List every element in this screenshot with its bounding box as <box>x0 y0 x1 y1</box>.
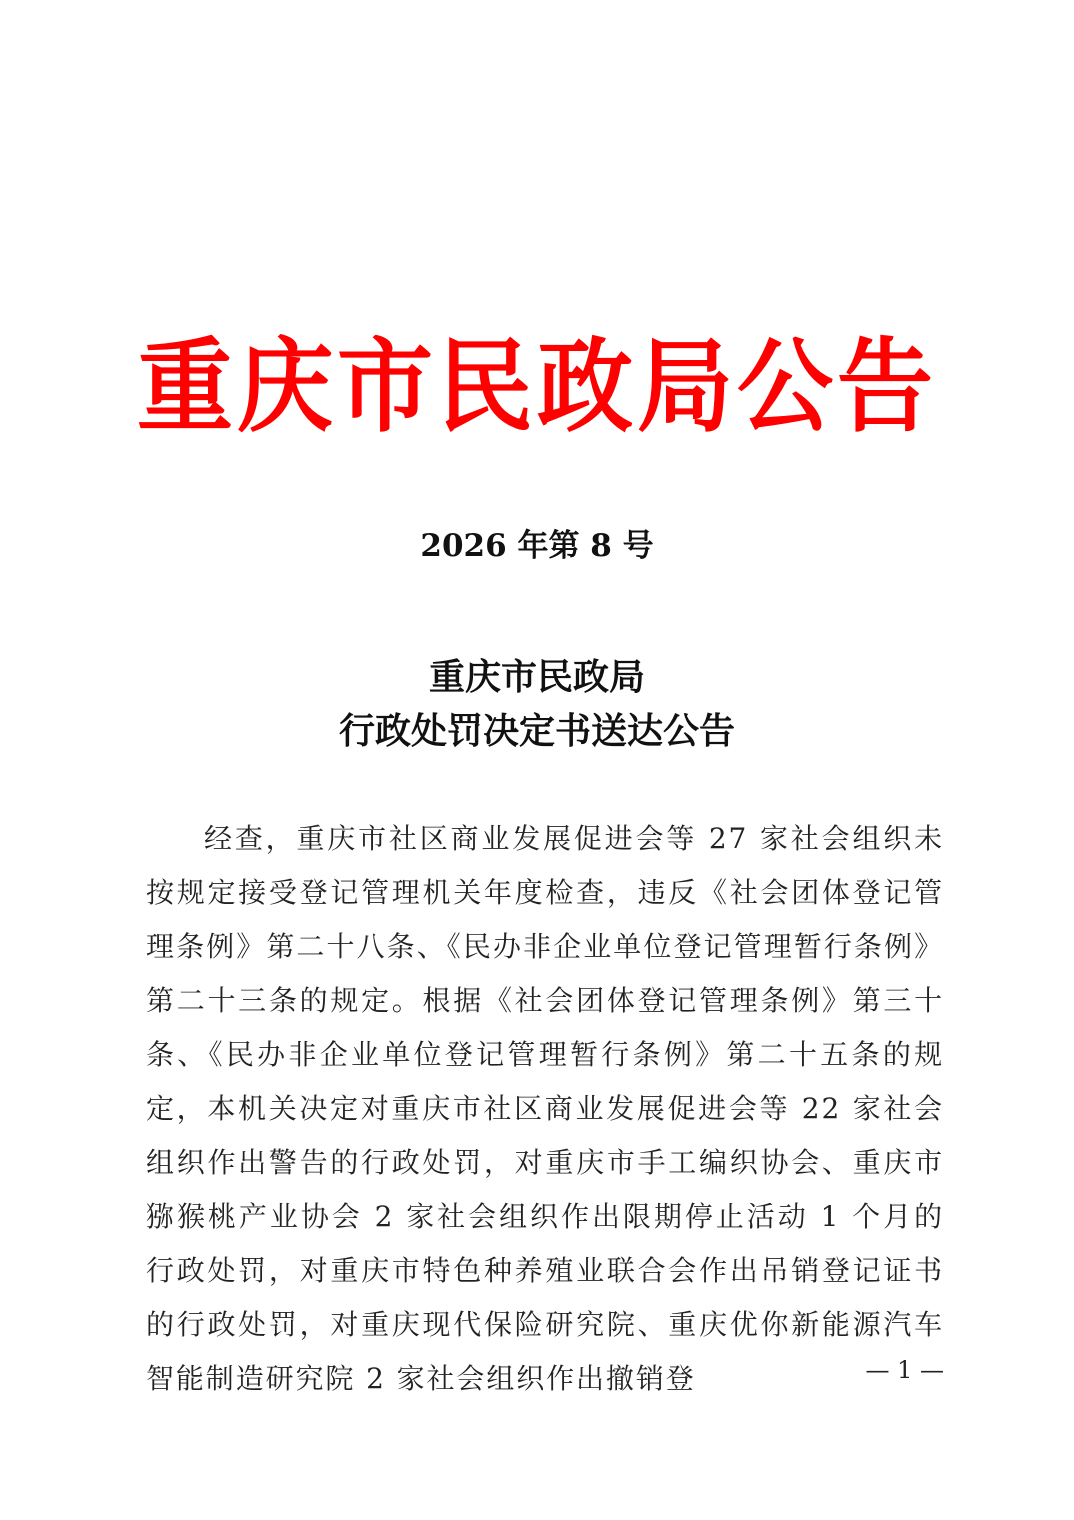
masthead-title: 重庆市民政局公告 <box>137 326 937 447</box>
document-title <box>0 650 1074 758</box>
title-line-2: 行政处罚决定书送达公告 <box>338 710 735 752</box>
page-number: — 1 — <box>865 1356 944 1384</box>
document-number: 2026 年第 8 号 <box>420 528 654 564</box>
body-paragraph: 经查，重庆市社区商业发展促进会等 27 家社会组织未按规定接受登记管理机关年度检查，违反《社会团体登记管理条例》第二十八条、《民办非企业单位登记管理暂行条例》第二十三条的规定。根据《社会团体登记管理条例》第三十条、《民办非企业单位登记管理暂行条例》第二十五条的规定，本机关决定对重庆市社区商业发展促进会等 22 家社会组织作出警告的行政处罚，对重庆市手工编织协会、重庆市猕猴桃产业协会 2 家社会组织作出限期停止活动 1 个月的行政处罚，对重庆市特色种养殖业联合会作出吊销登记证书的行政处罚，对重庆现代保险研究院、重庆优你新能源汽车智能制造研究院 2 家社会组织作出撤销登 <box>146 822 944 1395</box>
title-line-1: 重庆市民政局 <box>428 656 645 698</box>
